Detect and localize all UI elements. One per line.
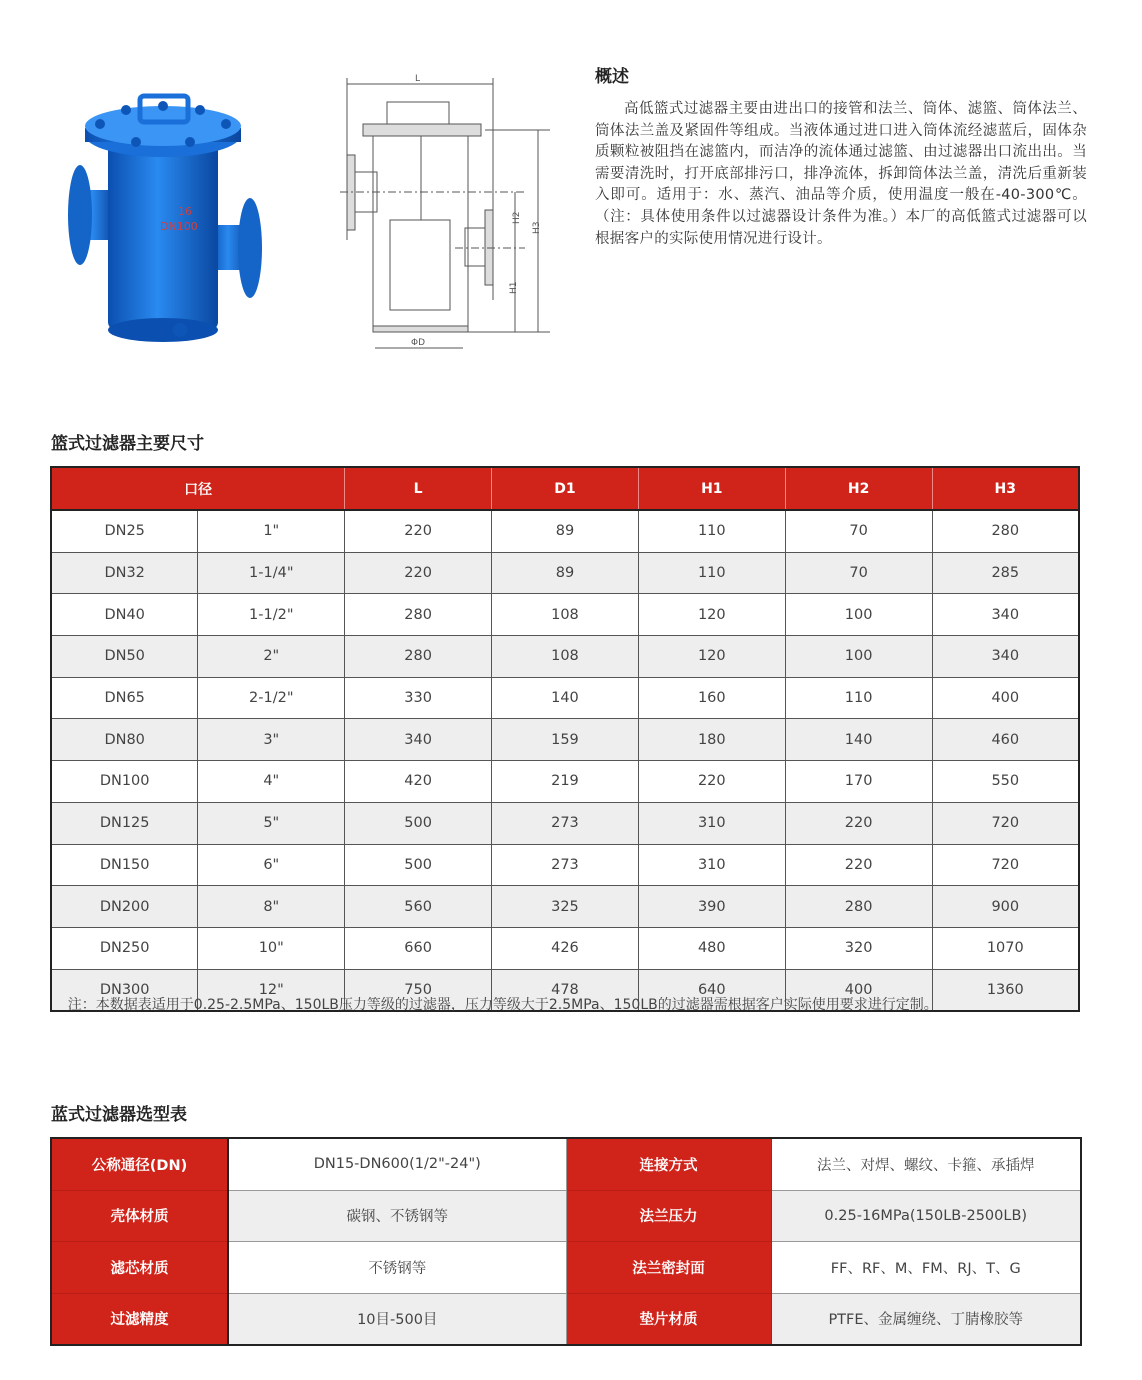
table-cell: DN40 (51, 594, 198, 636)
table-cell: 340 (932, 636, 1079, 678)
selection-label: 壳体材质 (51, 1190, 228, 1242)
table-cell: 280 (345, 594, 492, 636)
photo-marking-pressure: 16 (178, 205, 192, 218)
table-cell: DN32 (51, 552, 198, 594)
table-row (51, 719, 1079, 761)
selection-label: 法兰密封面 (566, 1242, 771, 1294)
table-cell: 390 (638, 886, 785, 928)
table-row (51, 552, 1079, 594)
table-cell: 460 (932, 719, 1079, 761)
photo-marking-dn: DN100 (160, 220, 198, 233)
selection-label: 连接方式 (566, 1138, 771, 1190)
table-cell: DN25 (51, 510, 198, 552)
selection-label: 垫片材质 (566, 1293, 771, 1345)
table-cell: 170 (785, 761, 932, 803)
selection-value: 10目-500目 (228, 1293, 566, 1345)
table-row (51, 594, 1079, 636)
table-cell: 280 (345, 636, 492, 678)
table-row (51, 886, 1079, 928)
table-cell: 120 (638, 636, 785, 678)
selection-row (51, 1293, 1081, 1345)
table-cell: 1-1/2" (198, 594, 345, 636)
table-cell: 220 (785, 802, 932, 844)
selection-table (50, 1137, 1082, 1346)
selection-value: 不锈钢等 (228, 1242, 566, 1294)
basket-strainer-photo (60, 80, 280, 350)
header-h1: H1 (638, 467, 785, 510)
table-cell: 340 (345, 719, 492, 761)
table-cell: 280 (785, 886, 932, 928)
table-cell: 108 (492, 594, 639, 636)
table-row (51, 844, 1079, 886)
selection-value: 法兰、对焊、螺纹、卡箍、承插焊 (771, 1138, 1081, 1190)
selection-value: FF、RF、M、FM、RJ、T、G (771, 1242, 1081, 1294)
dimension-drawing (335, 70, 555, 360)
table-row (51, 927, 1079, 969)
table-cell: 340 (932, 594, 1079, 636)
table-cell: 1360 (932, 969, 1079, 1011)
table-cell: 900 (932, 886, 1079, 928)
table-cell: 330 (345, 677, 492, 719)
table-cell: 89 (492, 552, 639, 594)
label-h2: H2 (512, 211, 522, 224)
overview-title: 概述 (595, 67, 629, 87)
table-row (51, 802, 1079, 844)
header-d1: D1 (492, 467, 639, 510)
table-cell: 310 (638, 802, 785, 844)
table-cell: 220 (638, 761, 785, 803)
selection-row (51, 1242, 1081, 1294)
table-cell: 3" (198, 719, 345, 761)
table-cell: 480 (638, 927, 785, 969)
selection-label: 滤芯材质 (51, 1242, 228, 1294)
selection-value: PTFE、金属缠绕、丁腈橡胶等 (771, 1293, 1081, 1345)
table-header-row (51, 467, 1079, 510)
table-cell: 400 (785, 969, 932, 1011)
label-d: ΦD (411, 338, 426, 348)
table-cell: DN80 (51, 719, 198, 761)
overview-section (595, 62, 1087, 250)
table-cell: 478 (492, 969, 639, 1011)
table-cell: 273 (492, 802, 639, 844)
table-cell: 10" (198, 927, 345, 969)
table-cell: DN200 (51, 886, 198, 928)
table-cell: 660 (345, 927, 492, 969)
table-row (51, 510, 1079, 552)
selection-title: 蓝式过滤器选型表 (51, 1105, 187, 1125)
table-cell: 750 (345, 969, 492, 1011)
table-cell: 220 (345, 510, 492, 552)
table-cell: 8" (198, 886, 345, 928)
table-cell: 420 (345, 761, 492, 803)
table-cell: 70 (785, 510, 932, 552)
table-cell: 5" (198, 802, 345, 844)
table-cell: DN65 (51, 677, 198, 719)
table-cell: 12" (198, 969, 345, 1011)
table-cell: 640 (638, 969, 785, 1011)
table-cell: 4" (198, 761, 345, 803)
table-cell: 2-1/2" (198, 677, 345, 719)
table-cell: 1070 (932, 927, 1079, 969)
table-cell: 550 (932, 761, 1079, 803)
table-cell: DN150 (51, 844, 198, 886)
table-cell: 110 (638, 552, 785, 594)
table-cell: 560 (345, 886, 492, 928)
table-cell: 120 (638, 594, 785, 636)
table-cell: DN125 (51, 802, 198, 844)
dimensions-note: 注：本数据表适用于0.25-2.5MPa、150LB压力等级的过滤器，压力等级大于2.5MPa、150LB的过滤器需根据客户实际使用要求进行定制。 (67, 997, 938, 1013)
table-row (51, 761, 1079, 803)
table-cell: 140 (492, 677, 639, 719)
table-cell: 219 (492, 761, 639, 803)
label-h3: H3 (532, 221, 542, 234)
label-l: L (415, 74, 421, 84)
table-cell: 720 (932, 802, 1079, 844)
selection-row (51, 1190, 1081, 1242)
table-cell: 220 (785, 844, 932, 886)
table-cell: 159 (492, 719, 639, 761)
table-cell: 426 (492, 927, 639, 969)
selection-value: 0.25-16MPa(150LB-2500LB) (771, 1190, 1081, 1242)
dimensions-table (50, 466, 1080, 1012)
table-cell: 280 (932, 510, 1079, 552)
table-cell: DN250 (51, 927, 198, 969)
table-cell: 110 (785, 677, 932, 719)
table-cell: 1-1/4" (198, 552, 345, 594)
selection-row (51, 1138, 1081, 1190)
table-cell: 500 (345, 844, 492, 886)
table-row (51, 677, 1079, 719)
table-cell: 310 (638, 844, 785, 886)
table-cell: 108 (492, 636, 639, 678)
table-cell: 273 (492, 844, 639, 886)
table-cell: 6" (198, 844, 345, 886)
selection-value: 碳钢、不锈钢等 (228, 1190, 566, 1242)
table-cell: 400 (932, 677, 1079, 719)
header-h3: H3 (932, 467, 1079, 510)
table-cell: 500 (345, 802, 492, 844)
table-cell: 110 (638, 510, 785, 552)
table-cell: 320 (785, 927, 932, 969)
table-cell: 100 (785, 636, 932, 678)
header-caliber: 口径 (51, 467, 345, 510)
dimensions-title: 篮式过滤器主要尺寸 (51, 434, 204, 454)
table-cell: 720 (932, 844, 1079, 886)
table-cell: 285 (932, 552, 1079, 594)
label-h1: H1 (509, 281, 519, 294)
table-cell: 220 (345, 552, 492, 594)
table-cell: 100 (785, 594, 932, 636)
selection-label: 法兰压力 (566, 1190, 771, 1242)
table-cell: 140 (785, 719, 932, 761)
selection-value: DN15-DN600(1/2"-24") (228, 1138, 566, 1190)
selection-label: 公称通径(DN) (51, 1138, 228, 1190)
table-cell: 160 (638, 677, 785, 719)
table-row (51, 636, 1079, 678)
table-cell: 1" (198, 510, 345, 552)
table-cell: 180 (638, 719, 785, 761)
table-cell: 325 (492, 886, 639, 928)
table-cell: 70 (785, 552, 932, 594)
selection-label: 过滤精度 (51, 1293, 228, 1345)
table-cell: DN300 (51, 969, 198, 1011)
header-h2: H2 (785, 467, 932, 510)
table-cell: DN100 (51, 761, 198, 803)
table-cell: DN50 (51, 636, 198, 678)
table-cell: 89 (492, 510, 639, 552)
table-cell: 2" (198, 636, 345, 678)
overview-text: 高低篮式过滤器主要由进出口的接管和法兰、筒体、滤篮、筒体法兰、筒体法兰盖及紧固件等组成。当液体通过进口进入筒体流经滤蓝后，固体杂质颗粒被阻挡在滤篮内，而洁净的流体通过滤篮、由过滤器出口流出出。当需要清洗时，打开底部排污口，排净流体，拆卸筒体法兰盖，清洗后重新装入即可。适用于：水、蒸汽、油品等介质，使用温度一般在-40-300℃。（注：具体使用条件以过滤器设计条件为准。）本厂的高低篮式过滤器可以根据客户的实际使用情况进行设计。 (595, 101, 1087, 247)
header-l: L (345, 467, 492, 510)
